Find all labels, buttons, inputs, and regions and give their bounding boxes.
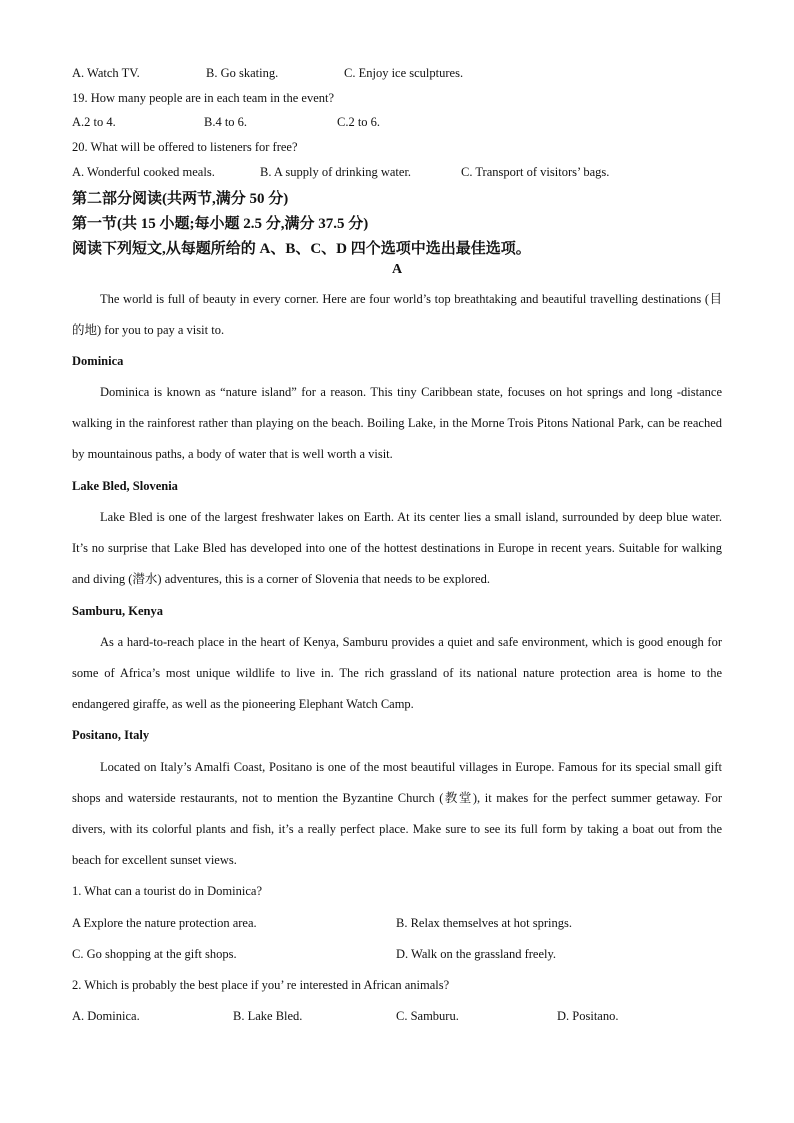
q2-option-d: D. Positano. [557, 1009, 619, 1023]
q19-option-b: B.4 to 6. [204, 115, 248, 129]
paragraph-positano [72, 752, 722, 876]
paragraph-dominica-text: Dominica is known as “nature island” for a reason. This tiny Caribbean state, focuses on hot springs and long -distance walking in the rainforest rather than playing on the beach. Boiling Lake, in the Morne Trois Pitons National Park, can be reached by mountainous paths, a body of water that is well worth a visit. [72, 385, 722, 461]
q20-option-c: C. Transport of visitors’ bags. [461, 165, 610, 179]
q20-option-b: B. A supply of drinking water. [260, 165, 412, 179]
q2-option-a: A. Dominica. [72, 1009, 140, 1023]
q1-question: 1. What can a tourist do in Dominica? [72, 884, 262, 898]
q18-option-b: B. Go skating. [206, 66, 279, 80]
paragraph-positano-text: Located on Italy’s Amalfi Coast, Positano is one of the most beautiful villages in Europe. Famous for its special small gift shops and waterside restaurants, not to mention the Byzantine Church (教堂), it makes for the perfect summer getaway. For divers, with its colorful plants and fish, it’s a really perfect place. Make sure to see its full form by taking a boat out from the beach for excellent sunset views. [72, 760, 722, 867]
passage-label: A [391, 262, 403, 277]
heading-samburu: Samburu, Kenya [72, 604, 163, 618]
passage-intro [72, 284, 722, 346]
q1-option-d: D. Walk on the grassland freely. [396, 947, 557, 961]
q20-question: 20. What will be offered to listeners for free? [72, 140, 298, 154]
paragraph-samburu [72, 627, 722, 720]
paragraph-lake-bled [72, 502, 722, 595]
q1-option-b: B. Relax themselves at hot springs. [396, 916, 573, 930]
section1-heading: 第一节(共 15 小题;每小题 2.5 分,满分 37.5 分) [72, 216, 369, 232]
q18-option-c: C. Enjoy ice sculptures. [344, 66, 464, 80]
q1-option-c: C. Go shopping at the gift shops. [72, 947, 237, 961]
q2-option-b: B. Lake Bled. [233, 1009, 303, 1023]
q2-option-c: C. Samburu. [396, 1009, 459, 1023]
q2-question: 2. Which is probably the best place if you’ re interested in African animals? [72, 978, 450, 992]
heading-lake-bled: Lake Bled, Slovenia [72, 479, 178, 493]
heading-dominica: Dominica [72, 354, 124, 368]
q19-question: 19. How many people are in each team in the event? [72, 91, 335, 105]
q19-option-c: C.2 to 6. [337, 115, 381, 129]
heading-positano: Positano, Italy [72, 728, 150, 742]
paragraph-dominica [72, 377, 722, 470]
paragraph-lake-bled-text: Lake Bled is one of the largest freshwater lakes on Earth. At its center lies a small island, surrounded by deep blue water. It’s no surprise that Lake Bled has developed into one of the hottest destinations in Europe in recent years. Suitable for walking and diving (潜水) adventures, this is a corner of Slovenia that needs to be explored. [72, 510, 722, 586]
passage-intro-text: The world is full of beauty in every corner. Here are four world’s top breathtaking and beautiful travelling destinations (目的地) for you to pay a visit to. [72, 292, 722, 337]
part2-heading: 第二部分阅读(共两节,满分 50 分) [72, 191, 289, 207]
q20-option-a: A. Wonderful cooked meals. [72, 165, 215, 179]
q1-option-a: A Explore the nature protection area. [72, 916, 257, 930]
q18-option-a: A. Watch TV. [72, 66, 140, 80]
paragraph-samburu-text: As a hard-to-reach place in the heart of Kenya, Samburu provides a quiet and safe environment, which is good enough for some of Africa’s most unique wildlife to live in. The rich grassland of its national nature protection area is home to the endangered giraffe, as well as the pioneering Elephant Watch Camp. [72, 635, 722, 711]
q19-option-a: A.2 to 4. [72, 115, 116, 129]
reading-instruction: 阅读下列短文,从每题所给的 A、B、C、D 四个选项中选出最佳选项。 [72, 241, 531, 257]
